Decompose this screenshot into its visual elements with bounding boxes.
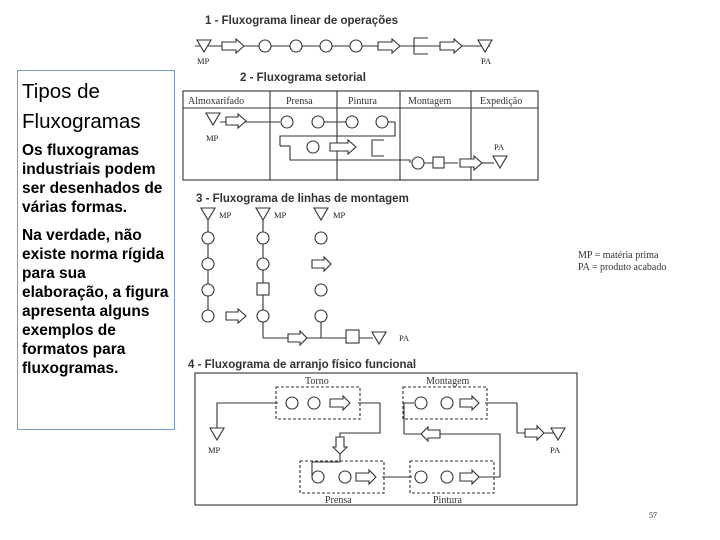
- label-mp-1: MP: [197, 56, 210, 66]
- section-2-title: 2 - Fluxograma setorial: [240, 72, 366, 84]
- section-1-title: 1 - Fluxograma linear de operações: [205, 15, 399, 27]
- section-3-title: 3 - Fluxograma de linhas de montagem: [196, 193, 409, 205]
- label-pa-2: PA: [494, 142, 505, 152]
- sector-expedicao: Expedição: [480, 96, 523, 107]
- legend-mp: MP = matéria prima: [578, 250, 659, 261]
- section-4-title: 4 - Fluxograma de arranjo físico funcional: [188, 359, 417, 371]
- label-mp-3a: MP: [219, 210, 232, 220]
- label-mp-3c: MP: [333, 210, 346, 220]
- sector-pintura: Pintura: [348, 96, 377, 107]
- label-mp-2: MP: [206, 133, 219, 143]
- sector-montagem: Montagem: [408, 96, 452, 107]
- dept-prensa: Prensa: [325, 495, 352, 506]
- legend-pa: PA = produto acabado: [578, 262, 667, 273]
- paragraph-intro: Os fluxogramas industriais podem ser desenhados de várias formas.: [22, 142, 163, 216]
- label-pa-3: PA: [399, 333, 410, 343]
- section-4-diagram: [195, 373, 577, 505]
- dept-torno: Torno: [305, 376, 329, 387]
- label-pa-4: PA: [550, 445, 561, 455]
- slide-title: Tipos de Fluxogramas: [22, 80, 141, 133]
- paragraph-detail: Na verdade, não existe norma rígida para sua elaboração, a figura apresenta alguns exemplos de formatos para fluxogramas.: [22, 227, 169, 377]
- sector-almoxarifado: Almoxarifado: [188, 96, 245, 107]
- label-mp-3b: MP: [274, 210, 287, 220]
- dept-montagem: Montagem: [426, 376, 470, 387]
- section-1-diagram: [195, 38, 492, 54]
- sector-prensa: Prensa: [286, 96, 313, 107]
- label-mp-4: MP: [208, 445, 221, 455]
- section-3-diagram: [201, 208, 386, 345]
- dept-pintura: Pintura: [433, 495, 462, 506]
- label-pa-1: PA: [481, 56, 492, 66]
- page-number: 57: [649, 511, 657, 520]
